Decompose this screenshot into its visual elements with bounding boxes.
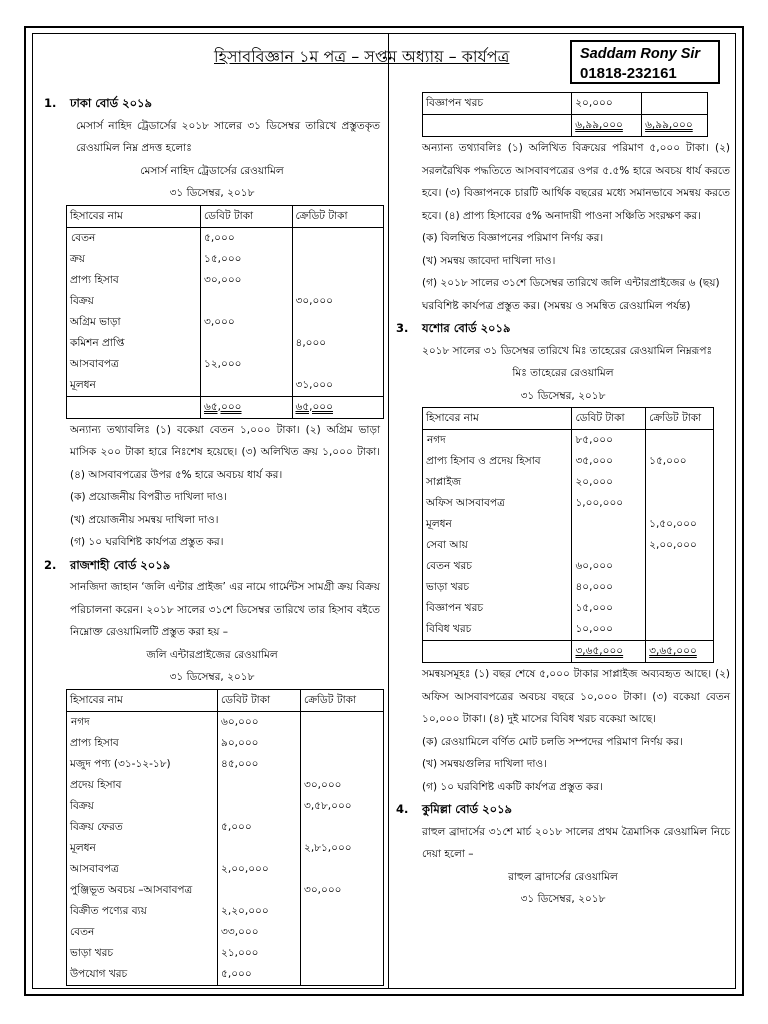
credit-cell — [642, 93, 708, 115]
page-title: হিসাববিজ্ঞান ১ম পত্র – সপ্তম অধ্যায় – কার্যপত্র — [214, 47, 510, 66]
credit-cell — [301, 817, 384, 838]
requirement-item: (ক) বিলম্বিত বিজ্ঞাপনের পরিমাণ নির্ণয় কর। — [422, 232, 604, 244]
credit-cell — [301, 733, 384, 754]
debit-cell — [218, 880, 301, 901]
requirement-item: (ক) প্রয়োজনীয় বিপরীত দাখিলা দাও। — [70, 491, 228, 503]
q4-board: কুমিল্লা বোর্ড ২০১৯ — [422, 802, 512, 816]
debit-cell: ৬০,০০০ — [572, 556, 646, 577]
account-name-cell: বেতন — [67, 227, 201, 249]
credit-cell: ৩০,০০০ — [301, 775, 384, 796]
column-header: ক্রেডিট টাকা — [646, 408, 714, 430]
credit-cell: ২,০০,০০০ — [646, 535, 714, 556]
q2-heading — [44, 554, 380, 577]
table-row — [67, 270, 384, 291]
credit-cell — [646, 577, 714, 598]
credit-cell: ৩০,০০০ — [292, 291, 384, 312]
requirement-item: (খ) সমন্বয়গুলির দাখিলা দাও। — [422, 758, 547, 770]
total-value: ৬,৯৯,০০০ — [645, 119, 693, 131]
account-name-cell: মজুদ পণ্য (৩১-১২-১৮) — [67, 754, 218, 775]
account-name-cell: নগদ — [423, 430, 572, 452]
q3-intro: ২০১৮ সালের ৩১ ডিসেম্বর তারিখে মিঃ তাহেরের রেওয়ামিল নিম্নরূপঃ — [422, 344, 713, 357]
credit-cell — [646, 430, 714, 452]
table-row — [67, 333, 384, 354]
table-row — [67, 796, 384, 817]
account-name-cell: ভাড়া খরচ — [423, 577, 572, 598]
table-row — [67, 733, 384, 754]
credit-cell — [646, 493, 714, 514]
total-label-cell — [67, 396, 201, 418]
column-header: হিসাবের নাম — [67, 689, 218, 711]
q2-trial-balance-table-continued — [422, 92, 708, 137]
requirement-item: (গ) ১০ ঘরবিশিষ্ট একটি কার্যপত্র প্রস্তুত কর। — [422, 780, 603, 793]
q2-number: 2. — [44, 557, 57, 572]
account-name-cell: বিক্রয় ফেরত — [67, 817, 218, 838]
table-row — [423, 430, 714, 452]
credit-cell — [292, 354, 384, 375]
q3-number: 3. — [396, 321, 409, 335]
table-row — [67, 775, 384, 796]
credit-cell — [646, 556, 714, 577]
table-row — [423, 451, 714, 472]
account-name-cell: বেতন খরচ — [423, 556, 572, 577]
table-row — [423, 598, 714, 619]
table-row — [423, 514, 714, 535]
table-total-row — [423, 115, 708, 137]
credit-cell: ৩০,০০০ — [301, 880, 384, 901]
table-row — [67, 838, 384, 859]
q1-info: অন্যান্য তথ্যাবলিঃ (১) বকেয়া বেতন ১,০০০ টাকা। (২) অগ্রিম ভাড়া মাসিক ২০০ টাকা হারে নিঃশেষ হয়েছে। (৩) অলিখিত ক্রয় ১,০০০ টাকা। (৪) আসবাবপত্রের উপর ৫% হারে অবচয় ধার্য কর। — [70, 423, 380, 481]
debit-cell: ১০,০০০ — [572, 619, 646, 641]
debit-cell — [201, 333, 292, 354]
q3-table-title: মিঃ তাহেরের রেওয়ামিল — [512, 367, 614, 379]
account-name-cell: আসবাবপত্র — [67, 354, 201, 375]
credit-cell — [301, 711, 384, 733]
debit-cell — [572, 514, 646, 535]
table-row — [67, 312, 384, 333]
author-name: Saddam Rony Sir — [580, 46, 701, 62]
account-name-cell: বিক্রীত পণ্যের ব্যয় — [67, 901, 218, 922]
account-name-cell: আসবাবপত্র — [67, 859, 218, 880]
table-row — [67, 901, 384, 922]
q4-table-title: রাহুল ব্রাদার্সের রেওয়ামিল — [508, 870, 618, 883]
q3-table-date: ৩১ ডিসেম্বর, ২০১৮ — [520, 389, 606, 402]
account-name-cell: অফিস আসবাবপত্র — [423, 493, 572, 514]
debit-cell: ১৫,০০০ — [572, 598, 646, 619]
table-row — [67, 964, 384, 986]
debit-cell: ৯০,০০০ — [218, 733, 301, 754]
left-column — [44, 92, 380, 986]
credit-cell: ১,৫০,০০০ — [646, 514, 714, 535]
q3-heading — [396, 317, 730, 340]
account-name-cell: সাপ্লাইজ — [423, 472, 572, 493]
credit-cell — [301, 964, 384, 986]
q3-trial-balance-table — [422, 407, 714, 663]
credit-cell — [292, 249, 384, 270]
credit-cell — [301, 754, 384, 775]
requirement-item: (খ) সমন্বয় জাবেদা দাখিলা দাও। — [422, 254, 556, 267]
author-phone: 01818-232161 — [580, 65, 677, 82]
debit-cell: ৩৩,০০০ — [218, 922, 301, 943]
debit-cell: ১,০০,০০০ — [572, 493, 646, 514]
debit-cell: ৫,০০০ — [218, 817, 301, 838]
q1-table-date: ৩১ ডিসেম্বর, ২০১৮ — [169, 187, 255, 199]
q3-info: সমন্বয়সমূহঃ (১) বছর শেষে ৫,০০০ টাকার সাপ্লাইজ অব্যবহৃত আছে। (২) অফিস আসবাবপত্রের অবচয় বছরে ১০,০০০ টাকা। (৩) বকেয়া বেতন ১০,০০০ টাকা। (৪) দুই মাসের বিবিধ খরচ বকেয়া আছে। — [422, 668, 730, 725]
table-row — [67, 227, 384, 249]
credit-cell — [301, 922, 384, 943]
column-header: হিসাবের নাম — [423, 408, 572, 430]
q3-board: যশোর বোর্ড ২০১৯ — [422, 321, 511, 335]
credit-cell: ৩,৫৮,০০০ — [301, 796, 384, 817]
requirement-item: (ক) রেওয়ামিলে বর্ণিত মোট চলতি সম্পদের পরিমাণ নির্ণয় কর। — [422, 735, 683, 748]
account-name-cell: বিক্রয় — [67, 796, 218, 817]
account-name-cell: সেবা আয় — [423, 535, 572, 556]
total-label-cell — [423, 115, 572, 137]
table-header-row — [67, 689, 384, 711]
account-name-cell: বিজ্ঞাপন খরচ — [423, 598, 572, 619]
account-name-cell: প্রাপ্য হিসাব — [67, 733, 218, 754]
total-value: ৬৫,০০০ — [204, 400, 242, 413]
table-row — [67, 711, 384, 733]
account-name-cell: বেতন — [67, 922, 218, 943]
total-cell — [292, 396, 384, 418]
account-name-cell: প্রাপ্য হিসাব — [67, 270, 201, 291]
total-cell — [572, 115, 642, 137]
table-total-row — [67, 396, 384, 418]
credit-cell: ৩১,০০০ — [292, 375, 384, 397]
credit-cell — [646, 619, 714, 641]
table-row — [423, 535, 714, 556]
debit-cell: ৩৫,০০০ — [572, 451, 646, 472]
credit-cell — [646, 472, 714, 493]
author-box — [570, 40, 720, 84]
account-name-cell: কমিশন প্রাপ্তি — [67, 333, 201, 354]
debit-cell: ৬০,০০০ — [218, 711, 301, 733]
column-header: হিসাবের নাম — [67, 205, 201, 227]
account-name-cell: পুঞ্জিভূত অবচয় –আসবাবপত্র — [67, 880, 218, 901]
requirement-item: (খ) প্রয়োজনীয় সমন্বয় দাখিলা দাও। — [70, 513, 219, 526]
credit-cell — [301, 859, 384, 880]
credit-cell — [292, 270, 384, 291]
q4-heading — [396, 798, 730, 821]
table-row — [67, 375, 384, 397]
q1-trial-balance-table — [66, 205, 384, 419]
debit-cell: ১২,০০০ — [201, 354, 292, 375]
column-header: ডেবিট টাকা — [201, 205, 292, 227]
q4-table-date: ৩১ ডিসেম্বর, ২০১৮ — [520, 893, 606, 905]
q2-table-title: জলি এন্টারপ্রাইজের রেওয়ামিল — [146, 648, 278, 661]
debit-cell: ২০,০০০ — [572, 93, 642, 115]
account-name-cell: মূলধন — [67, 375, 201, 397]
table-row — [67, 880, 384, 901]
table-row — [67, 943, 384, 964]
q2-table-date: ৩১ ডিসেম্বর, ২০১৮ — [169, 671, 255, 683]
table-row — [423, 619, 714, 641]
table-row — [67, 859, 384, 880]
requirement-item: (গ) ১০ ঘরবিশিষ্ট কার্যপত্র প্রস্তুত কর। — [70, 536, 224, 548]
table-row — [67, 291, 384, 312]
q1-table-title: মেসার্স নাহিদ ট্রেডার্সের রেওয়ামিল — [140, 164, 284, 177]
table-row — [67, 817, 384, 838]
q3-requirements — [396, 731, 730, 799]
credit-cell: ১৫,০০০ — [646, 451, 714, 472]
table-row — [67, 754, 384, 775]
table-row — [67, 249, 384, 270]
account-name-cell: ভাড়া খরচ — [67, 943, 218, 964]
credit-cell — [646, 598, 714, 619]
credit-cell — [301, 943, 384, 964]
total-label-cell — [423, 641, 572, 663]
q1-intro: মেসার্স নাহিদ ট্রেডার্সের ২০১৮ সালের ৩১ ডিসেম্বর তারিখে প্রস্তুতকৃত রেওয়ামিল নিম্ন প্রদত্ত হলোঃ — [76, 119, 380, 154]
q4-intro: রাহুল ব্রাদার্সের ৩১শে মার্চ ২০১৮ সালের প্রথম ত্রৈমাসিক রেওয়ামিল নিচে দেয়া হলো – — [422, 825, 730, 860]
table-row — [423, 493, 714, 514]
column-header: ডেবিট টাকা — [572, 408, 646, 430]
table-total-row — [423, 641, 714, 663]
account-name-cell: প্রাপ্য হিসাব ও প্রদেয় হিসাব — [423, 451, 572, 472]
table-row — [423, 472, 714, 493]
table-row — [67, 922, 384, 943]
table-header-row — [423, 408, 714, 430]
account-name-cell: বিক্রয় — [67, 291, 201, 312]
debit-cell: ১৫,০০০ — [201, 249, 292, 270]
debit-cell — [572, 535, 646, 556]
account-name-cell: মূলধন — [423, 514, 572, 535]
q2-trial-balance-table — [66, 689, 384, 986]
account-name-cell: নগদ — [67, 711, 218, 733]
requirement-item: (গ) ২০১৮ সালের ৩১শে ডিসেম্বর তারিখে জলি এন্টারপ্রাইজের ৬ (ছয়) ঘরবিশিষ্ট কার্যপত্র প্রস্তুত কর। (সমন্বয় ও সমন্বিত রেওয়ামিল পর্যন্ত) — [422, 277, 720, 312]
q1-heading — [44, 92, 380, 115]
debit-cell: ২১,০০০ — [218, 943, 301, 964]
account-name-cell: উপযোগ খরচ — [67, 964, 218, 986]
debit-cell: ২,০০,০০০ — [218, 859, 301, 880]
credit-cell: ২,৮১,০০০ — [301, 838, 384, 859]
total-cell — [572, 641, 646, 663]
q1-board: ঢাকা বোর্ড ২০১৯ — [70, 96, 152, 110]
q1-number: 1. — [44, 96, 57, 110]
credit-cell — [292, 312, 384, 333]
debit-cell — [218, 838, 301, 859]
debit-cell — [201, 375, 292, 397]
q2-info: অন্যান্য তথ্যাবলিঃ (১) অলিখিত বিক্রয়ের পরিমাণ ৫,০০০ টাকা। (২) সরলরৈখিক পদ্ধতিতে আসবাবপত্রের ওপর ৫.৫% হারে অবচয় ধার্য করতে হবে। (৩) বিজ্ঞাপনকে চারটি আর্থিক বছরের মধ্যে সমানভাবে সমন্বয় করতে হবে। (৪) প্রাপ্য হিসাবের ৫% অনাদায়ী পাওনা সঞ্চিতি সংরক্ষণ কর। — [422, 142, 730, 222]
debit-cell: ৪০,০০০ — [572, 577, 646, 598]
debit-cell: ৫,০০০ — [218, 964, 301, 986]
right-column — [396, 92, 730, 911]
credit-cell — [292, 227, 384, 249]
account-name-cell: মূলধন — [67, 838, 218, 859]
debit-cell: ৪৫,০০০ — [218, 754, 301, 775]
q2-intro: সানজিদা জাহান ‘জলি এন্টার প্রাইজ’ এর নামে গার্মেন্টস সামগ্রী ক্রয় বিক্রয় পরিচালনা করেন। ২০১৮ সালের ৩১শে ডিসেম্বর তারিখে তার হিসাব বইতে নিম্নোক্ত রেওয়ামিলটি প্রস্তুত করা হয় – — [70, 581, 380, 638]
total-value: ৬৫,০০০ — [295, 400, 333, 413]
column-header: ডেবিট টাকা — [218, 689, 301, 711]
debit-cell: ৩,০০০ — [201, 312, 292, 333]
account-name-cell: ক্রয় — [67, 249, 201, 270]
column-header: ক্রেডিট টাকা — [292, 205, 384, 227]
debit-cell: ৫,০০০ — [201, 227, 292, 249]
column-header: ক্রেডিট টাকা — [301, 689, 384, 711]
total-value: ৬,৯৯,০০০ — [575, 119, 623, 131]
table-row — [423, 556, 714, 577]
q2-requirements — [396, 227, 730, 317]
account-name-cell: বিবিধ খরচ — [423, 619, 572, 641]
total-value: ৩,৬৫,০০০ — [575, 645, 624, 657]
table-header-row — [67, 205, 384, 227]
column-divider — [388, 33, 389, 989]
account-name-cell: অগ্রিম ভাড়া — [67, 312, 201, 333]
debit-cell — [201, 291, 292, 312]
table-row — [67, 354, 384, 375]
total-value: ৩,৬৫,০০০ — [649, 645, 697, 657]
debit-cell — [218, 796, 301, 817]
total-cell — [642, 115, 708, 137]
total-cell — [201, 396, 292, 418]
table-row — [423, 577, 714, 598]
credit-cell — [301, 901, 384, 922]
q2-board: রাজশাহী বোর্ড ২০১৯ — [70, 557, 171, 572]
debit-cell: ২,২০,০০০ — [218, 901, 301, 922]
debit-cell: ২০,০০০ — [572, 472, 646, 493]
total-cell — [646, 641, 714, 663]
debit-cell: ৩০,০০০ — [201, 270, 292, 291]
account-name-cell: বিজ্ঞাপন খরচ — [423, 93, 572, 115]
table-row — [423, 93, 708, 115]
credit-cell: ৪,০০০ — [292, 333, 384, 354]
debit-cell — [218, 775, 301, 796]
debit-cell: ৮৫,০০০ — [572, 430, 646, 452]
q4-number: 4. — [396, 802, 409, 816]
q1-requirements — [44, 486, 380, 554]
account-name-cell: প্রদেয় হিসাব — [67, 775, 218, 796]
